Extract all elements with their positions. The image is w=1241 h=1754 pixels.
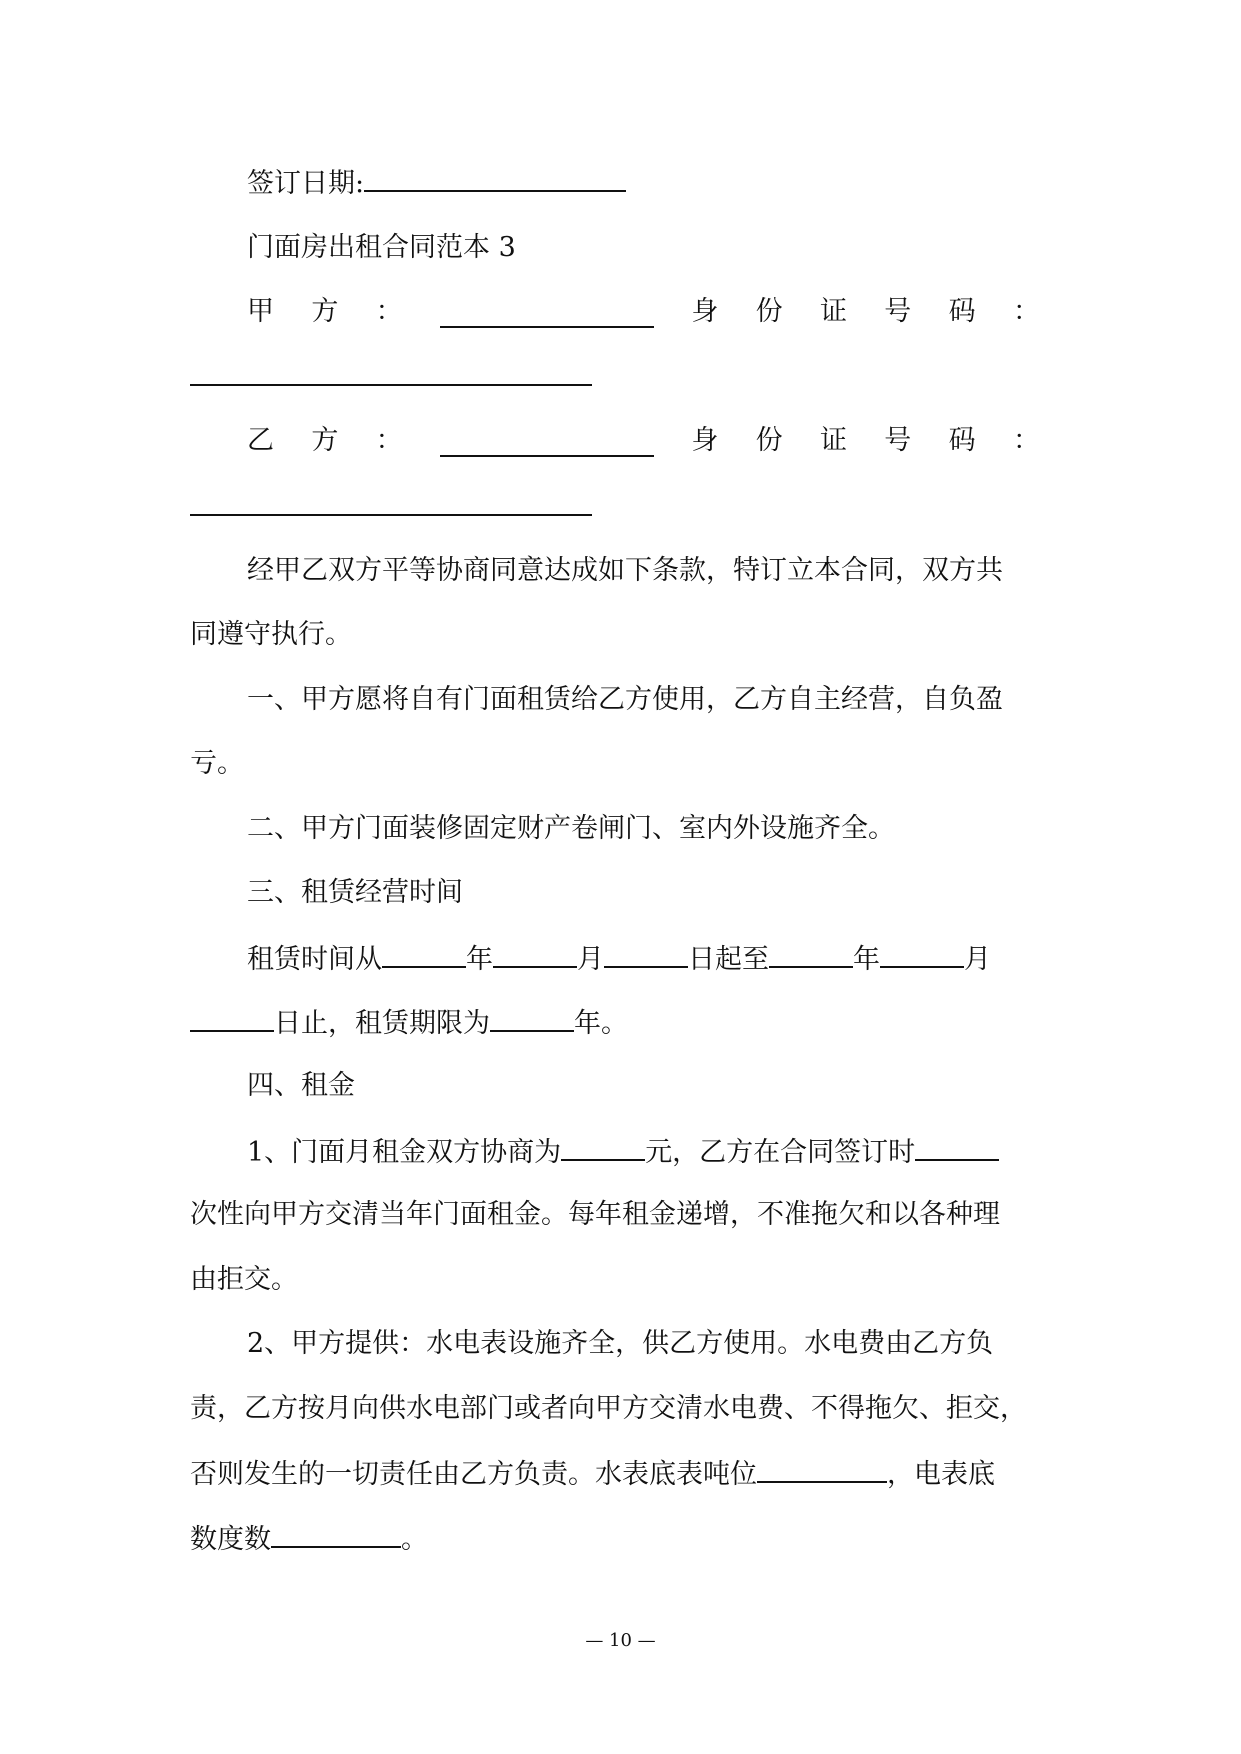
lease-text: 月: [577, 944, 604, 975]
lease-text: 日起至: [688, 944, 769, 975]
clause-4-title: 四、租金: [247, 1070, 355, 1101]
party-a-line: [247, 296, 1040, 328]
party-a-id-char: ：: [1012, 296, 1040, 327]
party-a-id-char: 份: [755, 296, 783, 327]
party-a-id-blank[interactable]: [190, 360, 592, 386]
lease-text: 年。: [574, 1008, 628, 1039]
party-b-id-char: 号: [884, 425, 912, 456]
lease-text: 月: [964, 944, 991, 975]
rent-line-3: 由拒交。: [190, 1264, 298, 1295]
party-a-name-blank[interactable]: [440, 302, 654, 328]
page-number: — 10 —: [585, 1630, 656, 1651]
party-b-id-blank[interactable]: [190, 490, 592, 516]
party-b-id-char: 证: [819, 425, 847, 456]
lease-text: 日止，租赁期限为: [274, 1008, 490, 1039]
lease-line-2: [190, 1006, 628, 1040]
clause-2: 二、甲方门面装修固定财产卷闸门、室内外设施齐全。: [247, 813, 895, 844]
intro-line-2: 同遵守执行。: [190, 619, 352, 650]
party-a-id-char: 证: [819, 296, 847, 327]
rent-line-1: [247, 1135, 999, 1169]
party-a-id-char: 身: [691, 296, 719, 327]
party-a-id-char: 号: [884, 296, 912, 327]
lease-end-year-blank[interactable]: [769, 942, 853, 968]
lease-start-day-blank[interactable]: [604, 942, 688, 968]
party-b-char: 乙: [247, 425, 274, 456]
party-a-char: ：: [375, 296, 403, 327]
utility-line-4: [190, 1522, 428, 1556]
contract-title: 门面房出租合同范本 3: [247, 232, 516, 263]
sign-date-blank[interactable]: [364, 166, 626, 192]
party-a-id-line: [190, 360, 592, 394]
intro-line-1: 经甲乙双方平等协商同意达成如下条款，特订立本合同，双方共: [247, 555, 1003, 586]
rent-text: 元，乙方在合同签订时: [645, 1137, 916, 1168]
party-b-id-char: 份: [755, 425, 783, 456]
water-meter-blank[interactable]: [757, 1457, 887, 1483]
utility-text: 数度数: [190, 1524, 271, 1555]
lease-term-blank[interactable]: [490, 1006, 574, 1032]
utility-text: 。: [401, 1524, 428, 1555]
utility-line-3: [190, 1457, 995, 1491]
party-b-id-line: [190, 490, 592, 524]
party-a-char: 甲: [247, 296, 274, 327]
utility-line-1: 2、甲方提供：水电表设施齐全，供乙方使用。水电费由乙方负: [247, 1328, 994, 1359]
sign-date-line: [247, 166, 626, 200]
clause-3-title: 三、租赁经营时间: [247, 877, 463, 908]
electric-meter-blank[interactable]: [271, 1522, 401, 1548]
lease-text: 年: [466, 944, 493, 975]
rent-text: 1、门面月租金双方协商为: [247, 1137, 562, 1168]
rent-payment-blank[interactable]: [915, 1135, 999, 1161]
party-b-name-blank[interactable]: [440, 431, 654, 457]
lease-end-month-blank[interactable]: [880, 942, 964, 968]
utility-line-2: 责，乙方按月向供水电部门或者向甲方交清水电费、不得拖欠、拒交，: [190, 1393, 1027, 1424]
lease-start-year-blank[interactable]: [382, 942, 466, 968]
party-b-char: ：: [375, 425, 403, 456]
lease-line-1: [247, 942, 991, 976]
party-b-id-char: 身: [691, 425, 719, 456]
clause-1-line-2: 亏。: [190, 748, 244, 779]
lease-text: 租赁时间从: [247, 944, 382, 975]
party-b-id-char: ：: [1012, 425, 1040, 456]
utility-text: ，电表底: [887, 1459, 995, 1490]
clause-1-line-1: 一、甲方愿将自有门面租赁给乙方使用，乙方自主经营，自负盈: [247, 684, 1003, 715]
party-a-id-char: 码: [948, 296, 976, 327]
lease-start-month-blank[interactable]: [493, 942, 577, 968]
party-b-line: [247, 425, 1040, 457]
party-a-char: 方: [311, 296, 339, 327]
rent-amount-blank[interactable]: [561, 1135, 645, 1161]
rent-line-2: 次性向甲方交清当年门面租金。每年租金递增，不准拖欠和以各种理: [190, 1199, 1000, 1230]
lease-end-day-blank[interactable]: [190, 1006, 274, 1032]
party-b-char: 方: [311, 425, 339, 456]
sign-date-label: 签订日期:: [247, 168, 365, 199]
utility-text: 否则发生的一切责任由乙方负责。水表底表吨位: [190, 1459, 757, 1490]
party-b-id-char: 码: [948, 425, 976, 456]
lease-text: 年: [853, 944, 880, 975]
